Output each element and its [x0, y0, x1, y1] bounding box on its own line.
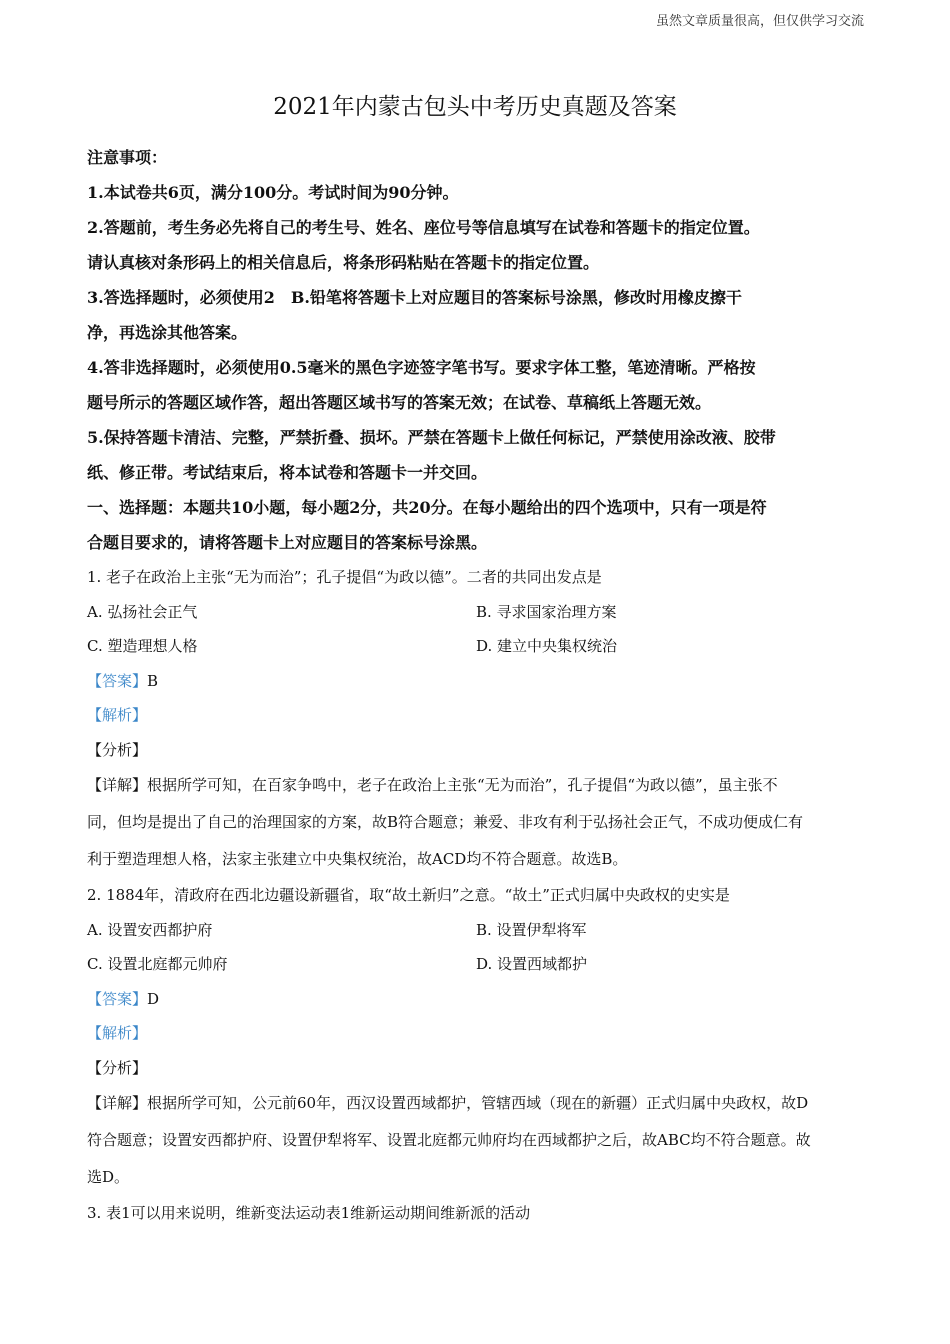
section-heading: 合题目要求的，请将答题卡上对应题目的答案标号涂黑。: [87, 533, 488, 552]
question-stem: 2. 1884年，清政府在西北边疆设新疆省，取“故土新归”之意。“故土”正式归属中央政权的史实是: [87, 886, 730, 904]
answer-tag: 【答案】: [87, 989, 148, 1008]
answer-value: D: [147, 989, 160, 1008]
question-stem: 1. 老子在政治上主张“无为而治”；孔子提倡“为政以德”。二者的共同出发点是: [87, 568, 602, 586]
fenxi-tag: 【分析】: [87, 740, 148, 759]
notice-line: 请认真核对条形码上的相关信息后，将条形码粘贴在答题卡的指定位置。: [87, 253, 600, 272]
option-b: B. 寻求国家治理方案: [476, 602, 617, 621]
detail-line: 利于塑造理想人格，法家主张建立中央集权统治，故ACD均不符合题意。故选B。: [87, 850, 628, 868]
answer-line: [87, 982, 865, 1017]
analysis-tag: 【解析】: [87, 706, 148, 724]
detail-line: 符合题意；设置安西都护府、设置伊犁将军、设置北庭都元帅府均在西域都护之后，故ABC均不符合题意。故: [87, 1131, 811, 1149]
question-1: [87, 560, 865, 878]
notice-line: 纸、修正带。考试结束后，将本试卷和答题卡一并交回。: [87, 463, 488, 482]
answer-line: [87, 664, 865, 699]
option-a: A. 弘扬社会正气: [87, 602, 198, 621]
page-title: 2021年内蒙古包头中考历史真题及答案: [273, 94, 677, 120]
question-stem: 3. 表1可以用来说明，维新变法运动表1维新运动期间维新派的活动: [87, 1204, 531, 1222]
question-3: [87, 1196, 865, 1231]
notice-line: 净，再选涂其他答案。: [87, 323, 248, 342]
detail-line: 【详解】根据所学可知，在百家争鸣中，老子在政治上主张“无为而治”，孔子提倡“为政以德”，虽主张不: [87, 776, 778, 794]
option-row: [87, 947, 865, 982]
detail-line: 选D。: [87, 1168, 130, 1186]
answer-value: B: [147, 671, 159, 690]
notice-line: 题号所示的答题区域作答，超出答题区域书写的答案无效；在试卷、草稿纸上答题无效。: [87, 393, 712, 412]
section-heading: 一、选择题：本题共10小题，每小题2分，共20分。在每小题给出的四个选项中，只有一项是符: [87, 498, 767, 517]
detail-line: 同，但均是提出了自己的治理国家的方案，故B符合题意；兼爱、非攻有利于弘扬社会正气，不成功便成仁有: [87, 813, 804, 831]
option-row: [87, 913, 865, 948]
notice-line: 1.本试卷共6页，满分100分。考试时间为90分钟。: [87, 183, 459, 202]
question-2: [87, 878, 865, 1196]
answer-tag: 【答案】: [87, 671, 148, 690]
option-d: D. 建立中央集权统治: [476, 637, 618, 655]
analysis-tag: 【解析】: [87, 1024, 148, 1042]
notice-line: 4.答非选择题时，必须使用0.5毫米的黑色字迹签字笔书写。要求字体工整，笔迹清晰。严格按: [87, 358, 756, 377]
option-c: C. 塑造理想人格: [87, 637, 198, 655]
option-row: [87, 629, 865, 664]
option-row: [87, 595, 865, 630]
detail-line: 【详解】根据所学可知，公元前60年，西汉设置西域都护，管辖西域（现在的新疆）正式归属中央政权，故D: [87, 1094, 809, 1112]
notice-line: 5.保持答题卡清洁、完整，严禁折叠、损坏。严禁在答题卡上做任何标记，严禁使用涂改液、胶带: [87, 428, 776, 447]
header-note: 虽然文章质量很高，但仅供学习交流: [655, 14, 864, 29]
option-b: B. 设置伊犁将军: [476, 920, 587, 939]
notice-line: 2.答题前，考生务必先将自己的考生号、姓名、座位号等信息填写在试卷和答题卡的指定位置。: [87, 218, 760, 237]
notice-line: 3.答选择题时，必须使用2 B.铅笔将答题卡上对应题目的答案标号涂黑，修改时用橡皮擦干: [87, 288, 742, 307]
option-a: A. 设置安西都护府: [87, 920, 213, 939]
option-d: D. 设置西域都护: [476, 955, 588, 973]
fenxi-tag: 【分析】: [87, 1058, 148, 1077]
option-c: C. 设置北庭都元帅府: [87, 955, 228, 973]
document-body: [87, 140, 865, 1231]
notice-heading: 注意事项：: [87, 148, 168, 167]
